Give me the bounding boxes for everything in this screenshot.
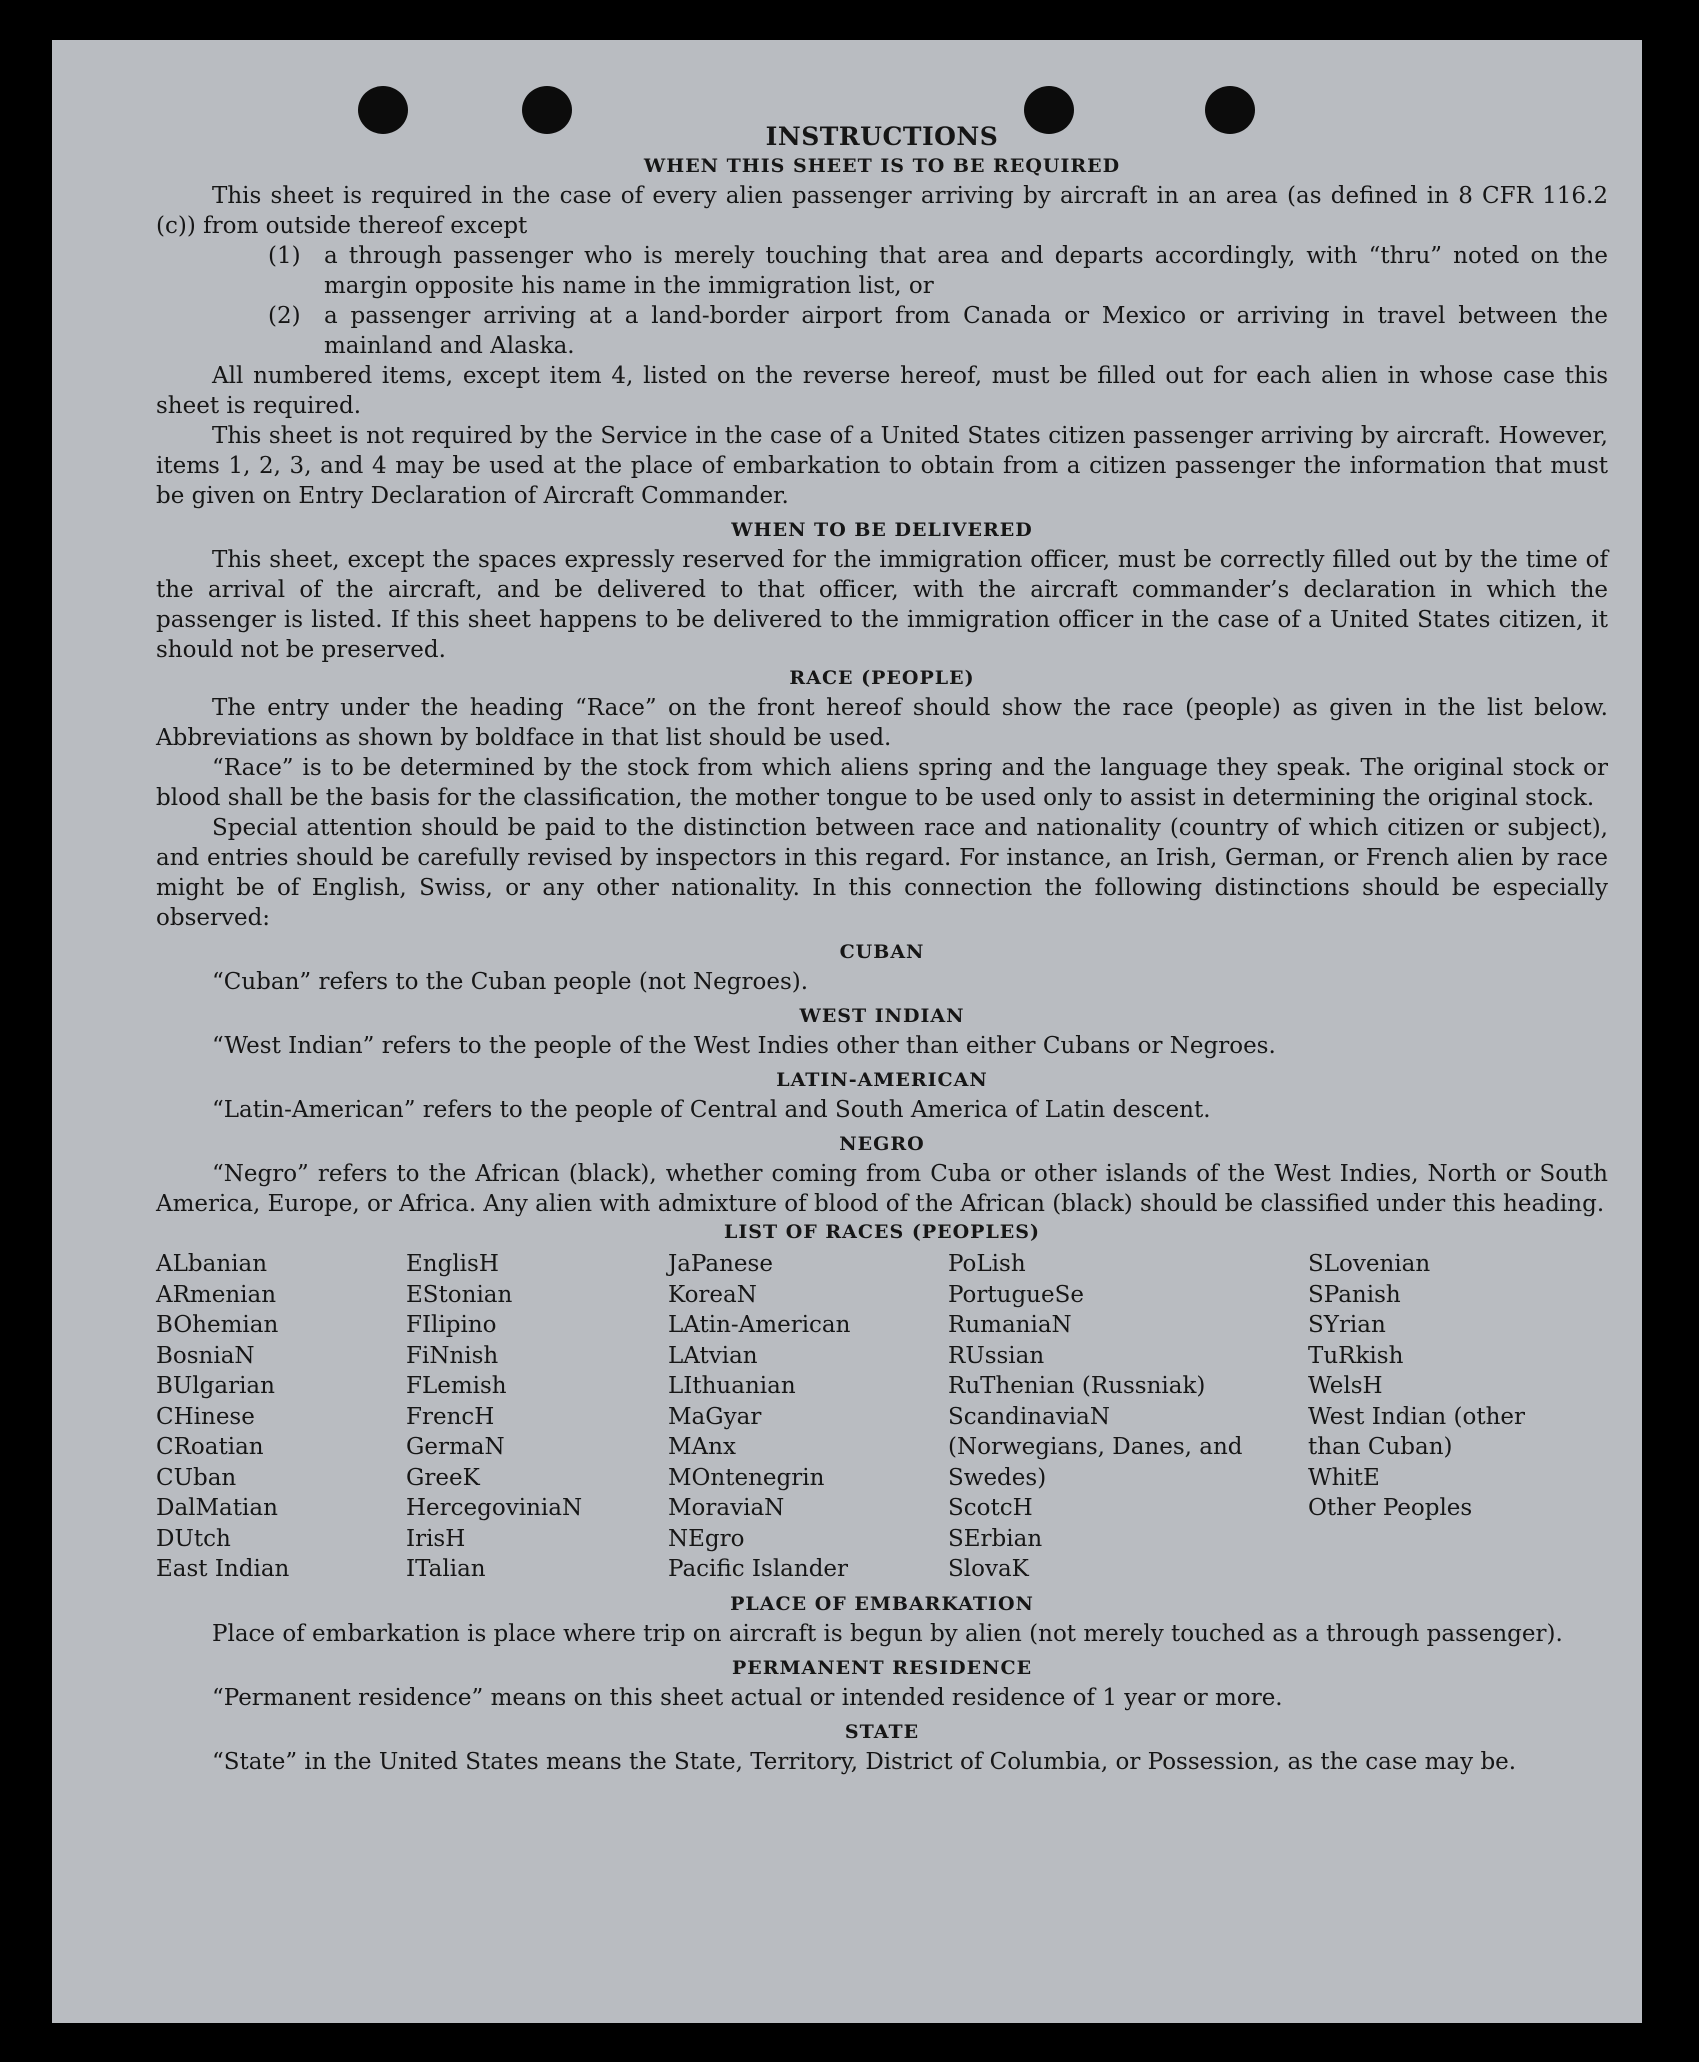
race-column (156, 1249, 406, 1585)
race-entry: RUssian (948, 1342, 1045, 1369)
race-column (406, 1249, 668, 1585)
race-entry: Pacific Islander (668, 1556, 849, 1582)
race-entry: FiNnish (406, 1342, 499, 1369)
race-entry: WhitE (1308, 1464, 1380, 1491)
paragraph: “State” in the United States means the State, Territory, District of Columbia, or Possession, as the case may be. (212, 1748, 1517, 1775)
list-item (156, 301, 1608, 361)
paragraph: “Cuban” refers to the Cuban people (not Negroes). (212, 969, 809, 995)
document-page (52, 40, 1642, 2023)
race-entry: WelsH (1308, 1373, 1383, 1399)
race-entry: PoLish (948, 1251, 1026, 1277)
race-list (156, 1249, 1608, 1585)
race-entry: EnglisH (406, 1251, 499, 1277)
race-entry: MaGyar (668, 1403, 762, 1430)
list-item (156, 241, 1608, 301)
race-entry: ARmenian (156, 1281, 277, 1308)
race-entry: West Indian (other than Cuban) (1308, 1403, 1526, 1460)
race-entry: RuThenian (Russniak) (948, 1373, 1206, 1399)
race-entry: DUtch (156, 1525, 231, 1552)
race-entry: FIlipino (406, 1312, 497, 1338)
paragraph: “Negro” refers to the African (black), whether coming from Cuba or other islands of the West Indies, North or South America, Europe, or Africa. Any alien with admixture of blood of the African (black) should be classified under this heading. (156, 1161, 1608, 1217)
race-entry: LAtin-American (668, 1312, 851, 1338)
paragraph: This sheet is required in the case of every alien passenger arriving by aircraft in an area (as defined in 8 CFR 116.2 (c)) from outside thereof except (156, 183, 1608, 239)
race-entry: LAtvian (668, 1342, 758, 1369)
race-column (948, 1249, 1248, 1585)
race-entry: East Indian (156, 1556, 290, 1582)
race-entry: IrisH (406, 1525, 466, 1552)
section-heading: WHEN TO BE DELIVERED (731, 519, 1033, 541)
race-entry: ScotcH (948, 1495, 1033, 1521)
section-heading: NEGRO (839, 1133, 925, 1155)
race-entry: GreeK (406, 1464, 480, 1491)
section-heading: CUBAN (839, 941, 925, 963)
race-entry: SPanish (1308, 1281, 1401, 1308)
item-number: (1) (268, 243, 301, 269)
section-heading: PLACE OF EMBARKATION (730, 1592, 1034, 1615)
section-heading: STATE (844, 1720, 920, 1743)
race-column (1308, 1249, 1578, 1585)
race-entry: BosniaN (156, 1342, 255, 1369)
race-column (668, 1249, 948, 1585)
race-entry: GermaN (406, 1434, 505, 1460)
race-entry: MAnx (668, 1434, 736, 1460)
race-entry: EStonian (406, 1281, 513, 1308)
race-entry: MOntenegrin (668, 1464, 825, 1491)
page-title: INSTRUCTIONS (765, 122, 999, 151)
paragraph: This sheet is not required by the Service in the case of a United States citizen passenger arriving by aircraft. However, items 1, 2, 3, and 4 may be used at the place of embarkation to obtain from a citizen passenger the information that must be given on Entry Declaration of Aircraft Commander. (156, 423, 1608, 509)
race-entry: SErbian (948, 1525, 1043, 1552)
paragraph: “Latin-American” refers to the people of Central and South America of Latin descent. (212, 1097, 1211, 1123)
race-entry: CRoatian (156, 1434, 264, 1460)
race-entry: MoraviaN (668, 1495, 785, 1521)
race-entry: SYrian (1308, 1312, 1386, 1338)
paragraph: All numbered items, except item 4, listed on the reverse hereof, must be filled out for each alien in whose case this sheet is required. (156, 363, 1608, 419)
race-entry: LIthuanian (668, 1373, 796, 1399)
section-heading: LATIN-AMERICAN (776, 1069, 988, 1091)
paragraph: “Race” is to be determined by the stock from which aliens spring and the language they speak. The original stock or blood shall be the basis for the classification, the mother tongue to be used only to assist in determining the original stock. (156, 755, 1608, 811)
item-number: (2) (268, 303, 301, 329)
race-entry: CUban (156, 1464, 237, 1491)
item-text: a through passenger who is merely touching that area and departs accordingly, with “thru” noted on the margin opposite his name in the immigration list, or (324, 243, 1608, 299)
race-entry: SlovaK (948, 1556, 1029, 1582)
race-entry: ALbanian (156, 1251, 268, 1277)
section-heading: LIST OF RACES (PEOPLES) (724, 1221, 1040, 1243)
race-entry: ScandinaviaN (Norwegians, Danes, and Swedes) (948, 1403, 1243, 1491)
race-entry: KoreaN (668, 1281, 757, 1308)
race-entry: ITalian (406, 1556, 486, 1582)
race-entry: SLovenian (1308, 1251, 1431, 1277)
instructions-body (156, 122, 1608, 1777)
race-entry: FLemish (406, 1373, 507, 1399)
race-entry: FrencH (406, 1403, 495, 1430)
race-entry: PortugueSe (948, 1281, 1084, 1308)
paragraph: Special attention should be paid to the distinction between race and nationality (country of which citizen or subject), and entries should be carefully revised by inspectors in this regard. For instance, an Irish, German, or French alien by race might be of English, Swiss, or any other nationality. In this connection the following distinctions should be especially observed: (156, 815, 1608, 931)
section-heading: RACE (PEOPLE) (789, 667, 975, 689)
race-entry: NEgro (668, 1525, 745, 1552)
section-heading: PERMANENT RESIDENCE (731, 1656, 1033, 1679)
paragraph: This sheet, except the spaces expressly reserved for the immigration officer, must be correctly filled out by the time of the arrival of the aircraft, and be delivered to that officer, with the aircraft commander’s declaration in which the passenger is listed. If this sheet happens to be delivered to the immigration officer in the case of a United States citizen, it should not be preserved. (156, 547, 1608, 663)
race-entry: HercegoviniaN (406, 1495, 583, 1521)
race-entry: DalMatian (156, 1495, 278, 1521)
item-text: a passenger arriving at a land-border airport from Canada or Mexico or arriving in travel between the mainland and Alaska. (324, 303, 1608, 359)
paragraph: The entry under the heading “Race” on the front hereof should show the race (people) as given in the list below. Abbreviations as shown by boldface in that list should be used. (156, 695, 1608, 751)
paragraph: “West Indian” refers to the people of the West Indies other than either Cubans or Negroes. (212, 1033, 1276, 1059)
race-entry: BOhemian (156, 1312, 279, 1338)
race-entry: Other Peoples (1308, 1495, 1473, 1521)
paragraph: Place of embarkation is place where trip on aircraft is begun by alien (not merely touched as a through passenger). (212, 1620, 1563, 1647)
race-entry: BUlgarian (156, 1373, 275, 1399)
race-entry: CHinese (156, 1403, 255, 1430)
race-entry: TuRkish (1308, 1342, 1404, 1369)
section-heading: WEST INDIAN (799, 1005, 965, 1027)
race-entry: JaPanese (668, 1251, 773, 1277)
section-heading: WHEN THIS SHEET IS TO BE REQUIRED (643, 155, 1121, 177)
paragraph: “Permanent residence” means on this sheet actual or intended residence of 1 year or more. (212, 1684, 1283, 1711)
race-entry: RumaniaN (948, 1312, 1072, 1338)
